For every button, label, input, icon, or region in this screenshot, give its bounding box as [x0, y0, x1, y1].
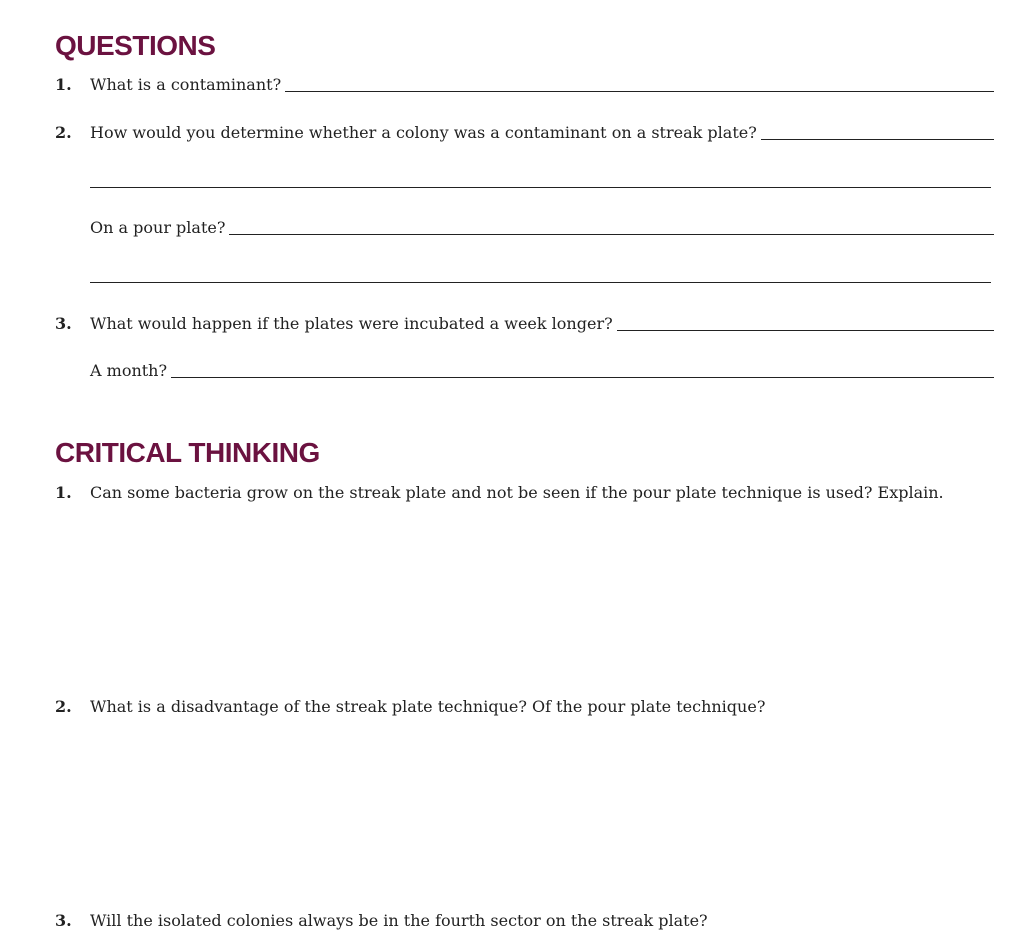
question-2-answer-line-2[interactable]	[90, 187, 991, 188]
question-2-sub-answer-line-2[interactable]	[90, 282, 991, 283]
question-1	[90, 73, 994, 95]
question-3-text: What would happen if the plates were incubated a week longer?	[90, 314, 613, 333]
critical-1-text: Can some bacteria grow on the streak plate and not be seen if the pour plate technique is used? Explain.	[90, 483, 944, 502]
critical-thinking-heading: CRITICAL THINKING	[55, 437, 320, 468]
critical-1-number: 1.	[55, 483, 72, 502]
question-2-sub-text: On a pour plate?	[90, 218, 226, 237]
question-3-sub	[90, 359, 994, 381]
question-1-answer-line[interactable]	[285, 91, 994, 92]
question-3-number: 3.	[55, 314, 72, 333]
question-2-sub	[90, 216, 994, 238]
question-1-number: 1.	[55, 75, 72, 94]
question-2-text: How would you determine whether a colony was a contaminant on a streak plate?	[90, 123, 757, 142]
question-2-answer-line[interactable]	[761, 139, 994, 140]
questions-heading: QUESTIONS	[55, 30, 216, 61]
critical-3-text: Will the isolated colonies always be in the fourth sector on the streak plate?	[90, 911, 708, 930]
question-2-sub-answer-line[interactable]	[229, 234, 994, 235]
question-3-answer-line[interactable]	[617, 330, 994, 331]
question-3-sub-text: A month?	[90, 361, 168, 380]
question-3-sub-answer-line[interactable]	[171, 377, 994, 378]
question-3	[90, 312, 994, 334]
critical-2-text: What is a disadvantage of the streak plate technique? Of the pour plate technique?	[90, 697, 766, 716]
critical-3-number: 3.	[55, 911, 72, 930]
question-2-number: 2.	[55, 123, 72, 142]
question-2	[90, 121, 994, 143]
critical-2-number: 2.	[55, 697, 72, 716]
question-1-text: What is a contaminant?	[90, 75, 282, 94]
